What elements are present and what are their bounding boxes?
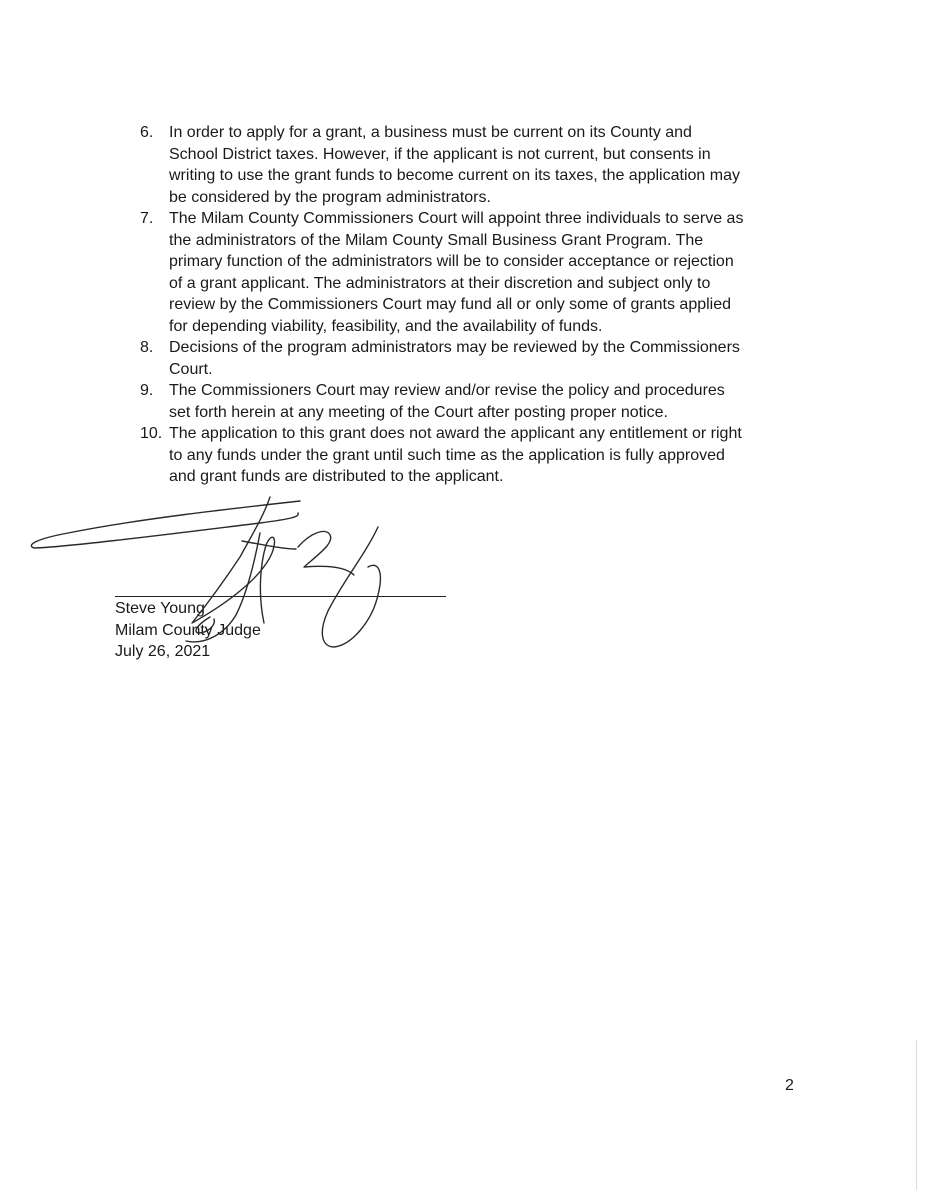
text-line: In order to apply for a grant, a business must be current on its County and: [169, 124, 692, 141]
list-item-number: 7.: [140, 210, 154, 227]
list-item-number: 6.: [140, 124, 154, 141]
text-line: primary function of the administrators will be to consider acceptance or rejection: [169, 253, 734, 270]
text-line: School District taxes. However, if the applicant is not current, but consents in: [169, 145, 711, 163]
list-item-number: 10.: [140, 425, 163, 442]
text-line: The application to this grant does not award the applicant any entitlement or right: [169, 425, 742, 442]
text-line: for depending viability, feasibility, and the availability of funds.: [169, 317, 603, 335]
text-line: writing to use the grant funds to become current on its taxes, the application may: [169, 167, 740, 184]
list-item: [140, 380, 810, 423]
list-item: [140, 122, 810, 208]
text-line: to any funds under the grant until such time as the application is fully approved: [169, 446, 725, 464]
text-line: The Commissioners Court may review and/or revise the policy and procedures: [169, 382, 725, 399]
scan-edge-line: [916, 1040, 917, 1190]
list-item-text: [169, 380, 810, 423]
text-line: and grant funds are distributed to the applicant.: [169, 468, 504, 485]
list-item-text: [169, 122, 810, 208]
signer-title: Milam County Judge: [115, 621, 261, 639]
text-line: review by the Commissioners Court may fund all or only some of grants applied: [169, 296, 732, 313]
list-item: [140, 337, 810, 380]
policy-list: [140, 122, 810, 488]
list-item: [140, 423, 810, 488]
text-line: Court.: [169, 360, 213, 378]
list-item-text: [169, 423, 810, 488]
list-item-number: 8.: [140, 339, 154, 356]
list-item-text: [169, 208, 810, 337]
list-item-number: 9.: [140, 382, 154, 399]
signer-name: Steve Young: [115, 600, 205, 617]
signature-date: July 26, 2021: [115, 643, 211, 660]
list-item: [140, 208, 810, 337]
signature-line: [115, 596, 446, 597]
text-line: The Milam County Commissioners Court will appoint three individuals to serve as: [169, 210, 744, 227]
text-line: Decisions of the program administrators may be reviewed by the Commissioners: [169, 339, 740, 356]
text-line: be considered by the program administrators.: [169, 188, 491, 206]
list-item-text: [169, 337, 810, 380]
signature-block: [115, 598, 261, 663]
page-number: 2: [785, 1077, 794, 1094]
text-line: set forth herein at any meeting of the Court after posting proper notice.: [169, 403, 668, 421]
text-line: of a grant applicant. The administrators at their discretion and subject only to: [169, 274, 711, 292]
text-line: the administrators of the Milam County Small Business Grant Program. The: [169, 231, 704, 249]
